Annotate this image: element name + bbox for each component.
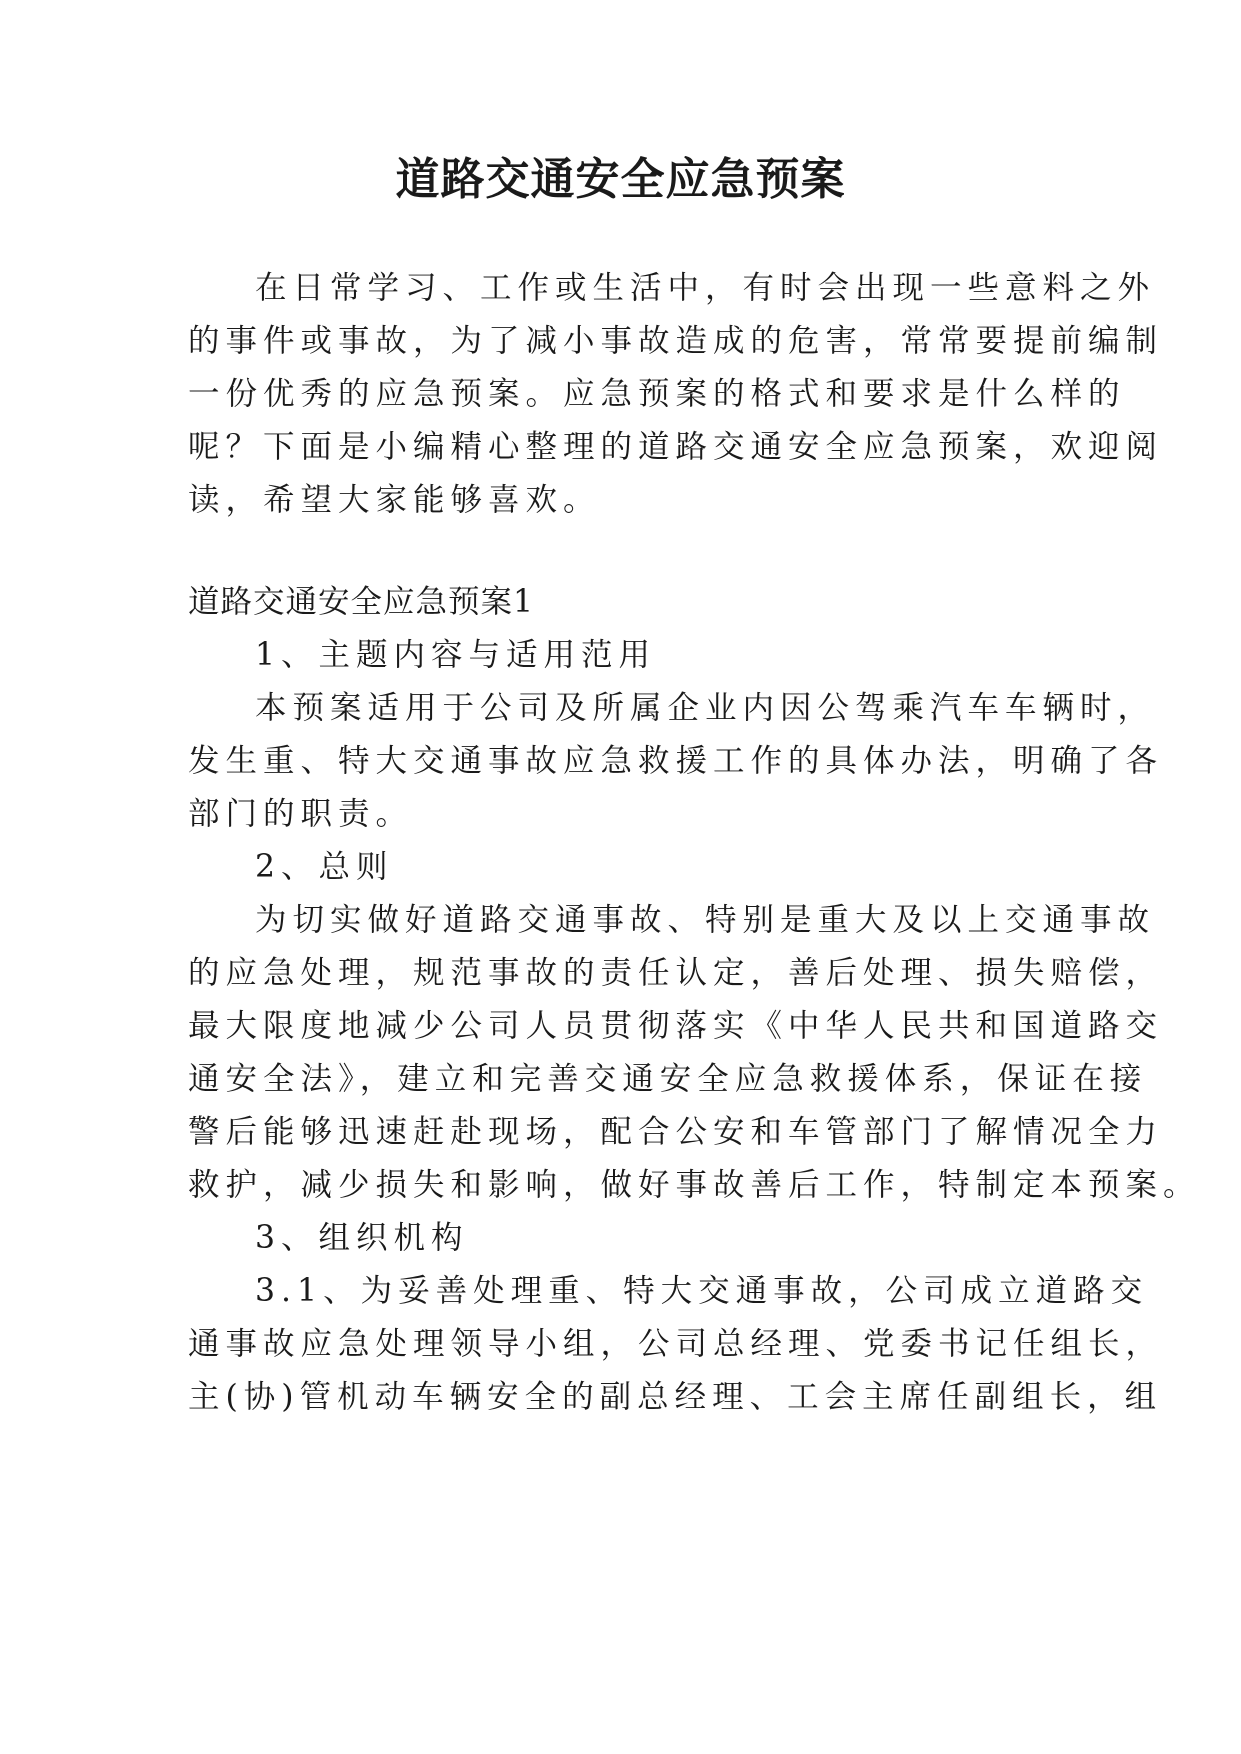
subsection-heading: 1、主题内容与适用范用	[255, 637, 657, 673]
body-line: 通事故应急处理领导小组，公司总经理、党委书记任组长，	[188, 1326, 1164, 1362]
intro-line: 读，希望大家能够喜欢。	[188, 482, 601, 518]
section-heading: 道路交通安全应急预案1	[188, 584, 535, 620]
body-line: 最大限度地减少公司人员贯彻落实《中华人民共和国道路交	[188, 1008, 1164, 1044]
body-line: 为切实做好道路交通事故、特别是重大及以上交通事故	[255, 902, 1156, 938]
intro-line: 呢？下面是小编精心整理的道路交通安全应急预案，欢迎阅	[188, 429, 1164, 465]
document-title: 道路交通安全应急预案	[395, 154, 846, 205]
body-line: 救护，减少损失和影响，做好事故善后工作，特制定本预案。	[188, 1167, 1201, 1203]
body-line: 部门的职责。	[188, 796, 414, 832]
intro-line: 的事件或事故，为了减小事故造成的危害，常常要提前编制	[188, 323, 1164, 359]
body-line: 警后能够迅速赶赴现场，配合公安和车管部门了解情况全力	[188, 1114, 1164, 1150]
body-line: 本预案适用于公司及所属企业内因公驾乘汽车车辆时，	[255, 690, 1156, 726]
body-line: 3.1、为妥善处理重、特大交通事故，公司成立道路交	[255, 1273, 1149, 1309]
body-line: 主(协)管机动车辆安全的副总经理、工会主席任副组长，组	[188, 1379, 1163, 1415]
subsection-heading: 3、组织机构	[255, 1220, 469, 1256]
body-line: 的应急处理，规范事故的责任认定，善后处理、损失赔偿，	[188, 955, 1164, 991]
intro-line: 一份优秀的应急预案。应急预案的格式和要求是什么样的	[188, 376, 1126, 412]
body-line: 通安全法》，建立和完善交通安全应急救援体系，保证在接	[188, 1061, 1148, 1097]
subsection-heading: 2、总则	[255, 849, 394, 885]
body-line: 发生重、特大交通事故应急救援工作的具体办法，明确了各	[188, 743, 1164, 779]
intro-line: 在日常学习、工作或生活中，有时会出现一些意料之外	[255, 270, 1156, 306]
